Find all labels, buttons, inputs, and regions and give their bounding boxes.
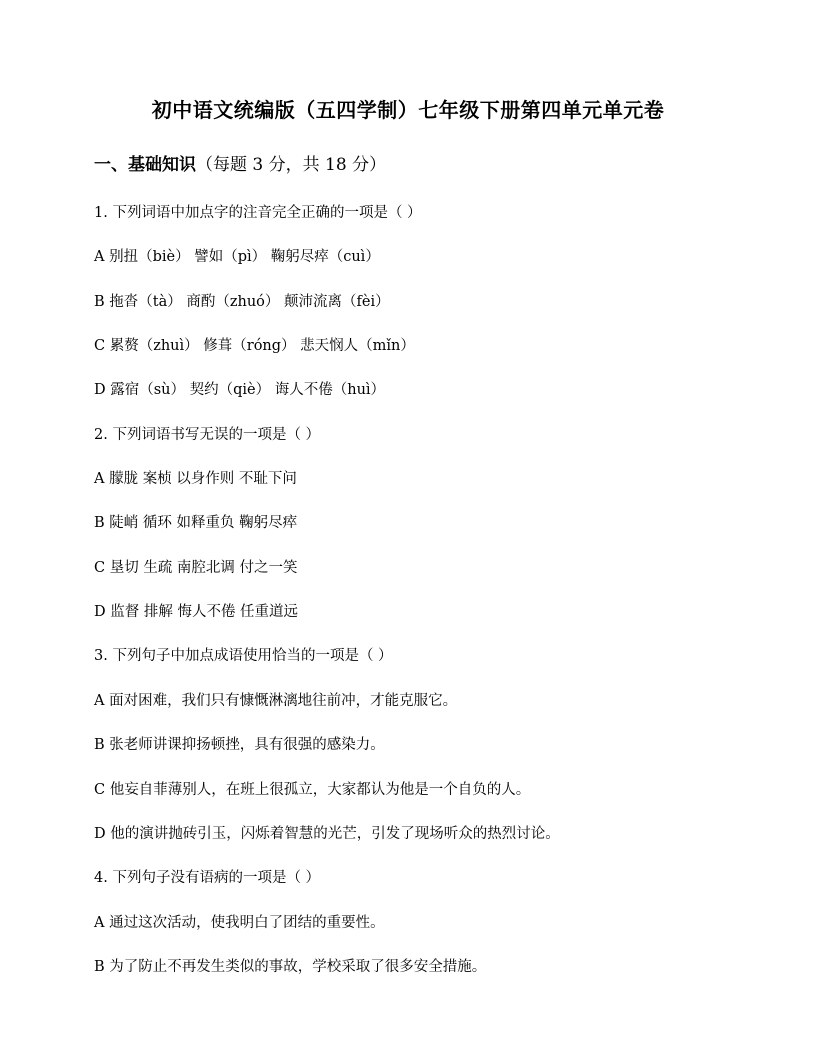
- q4-option-a: A 通过这次活动，使我明白了团结的重要性。: [94, 915, 385, 931]
- q2-option-c: C 垦切 生疏 南腔北调 付之一笑: [94, 560, 298, 576]
- q3-option-c: C 他妄自菲薄别人，在班上很孤立，大家都认为他是一个自负的人。: [94, 782, 531, 798]
- q1-option-b: B 拖沓（tà） 商酌（zhuó） 颠沛流离（fèi）: [94, 294, 390, 310]
- q2-option-a: A 朦胧 案桢 以身作则 不耻下问: [94, 471, 297, 487]
- question-4: 4. 下列句子没有语病的一项是（ ）: [94, 870, 321, 886]
- q4-option-b: B 为了防止不再发生类似的事故，学校采取了很多安全措施。: [94, 959, 487, 975]
- q3-option-b: B 张老师讲课抑扬顿挫，具有很强的感染力。: [94, 737, 385, 753]
- question-1: 1. 下列词语中加点字的注音完全正确的一项是（ ）: [94, 205, 422, 221]
- section-note: （每题 3 分，共 18 分）: [196, 155, 387, 175]
- document-title: 初中语文统编版（五四学制）七年级下册第四单元单元卷: [151, 98, 665, 122]
- section-name: 一、基础知识: [94, 155, 196, 175]
- q1-option-d: D 露宿（sù） 契约（qiè） 诲人不倦（huì）: [94, 382, 386, 398]
- question-2: 2. 下列词语书写无误的一项是（ ）: [94, 427, 321, 443]
- q2-option-b: B 陡峭 循环 如释重负 鞠躬尽瘁: [94, 515, 298, 531]
- q2-option-d: D 监督 排解 悔人不倦 任重道远: [94, 604, 299, 620]
- question-3: 3. 下列句子中加点成语使用恰当的一项是（ ）: [94, 648, 393, 664]
- q3-option-d: D 他的演讲抛砖引玉，闪烁着智慧的光芒，引发了现场听众的热烈讨论。: [94, 826, 560, 842]
- q3-option-a: A 面对困难，我们只有慷慨淋漓地往前冲，才能克服它。: [94, 693, 458, 709]
- q1-option-a: A 别扭（biè） 譬如（pì） 鞠躬尽瘁（cuì）: [94, 249, 380, 265]
- section-heading: [94, 150, 386, 175]
- q1-option-c: C 累赘（zhuì） 修葺（róng） 悲天悯人（mǐn）: [94, 338, 415, 354]
